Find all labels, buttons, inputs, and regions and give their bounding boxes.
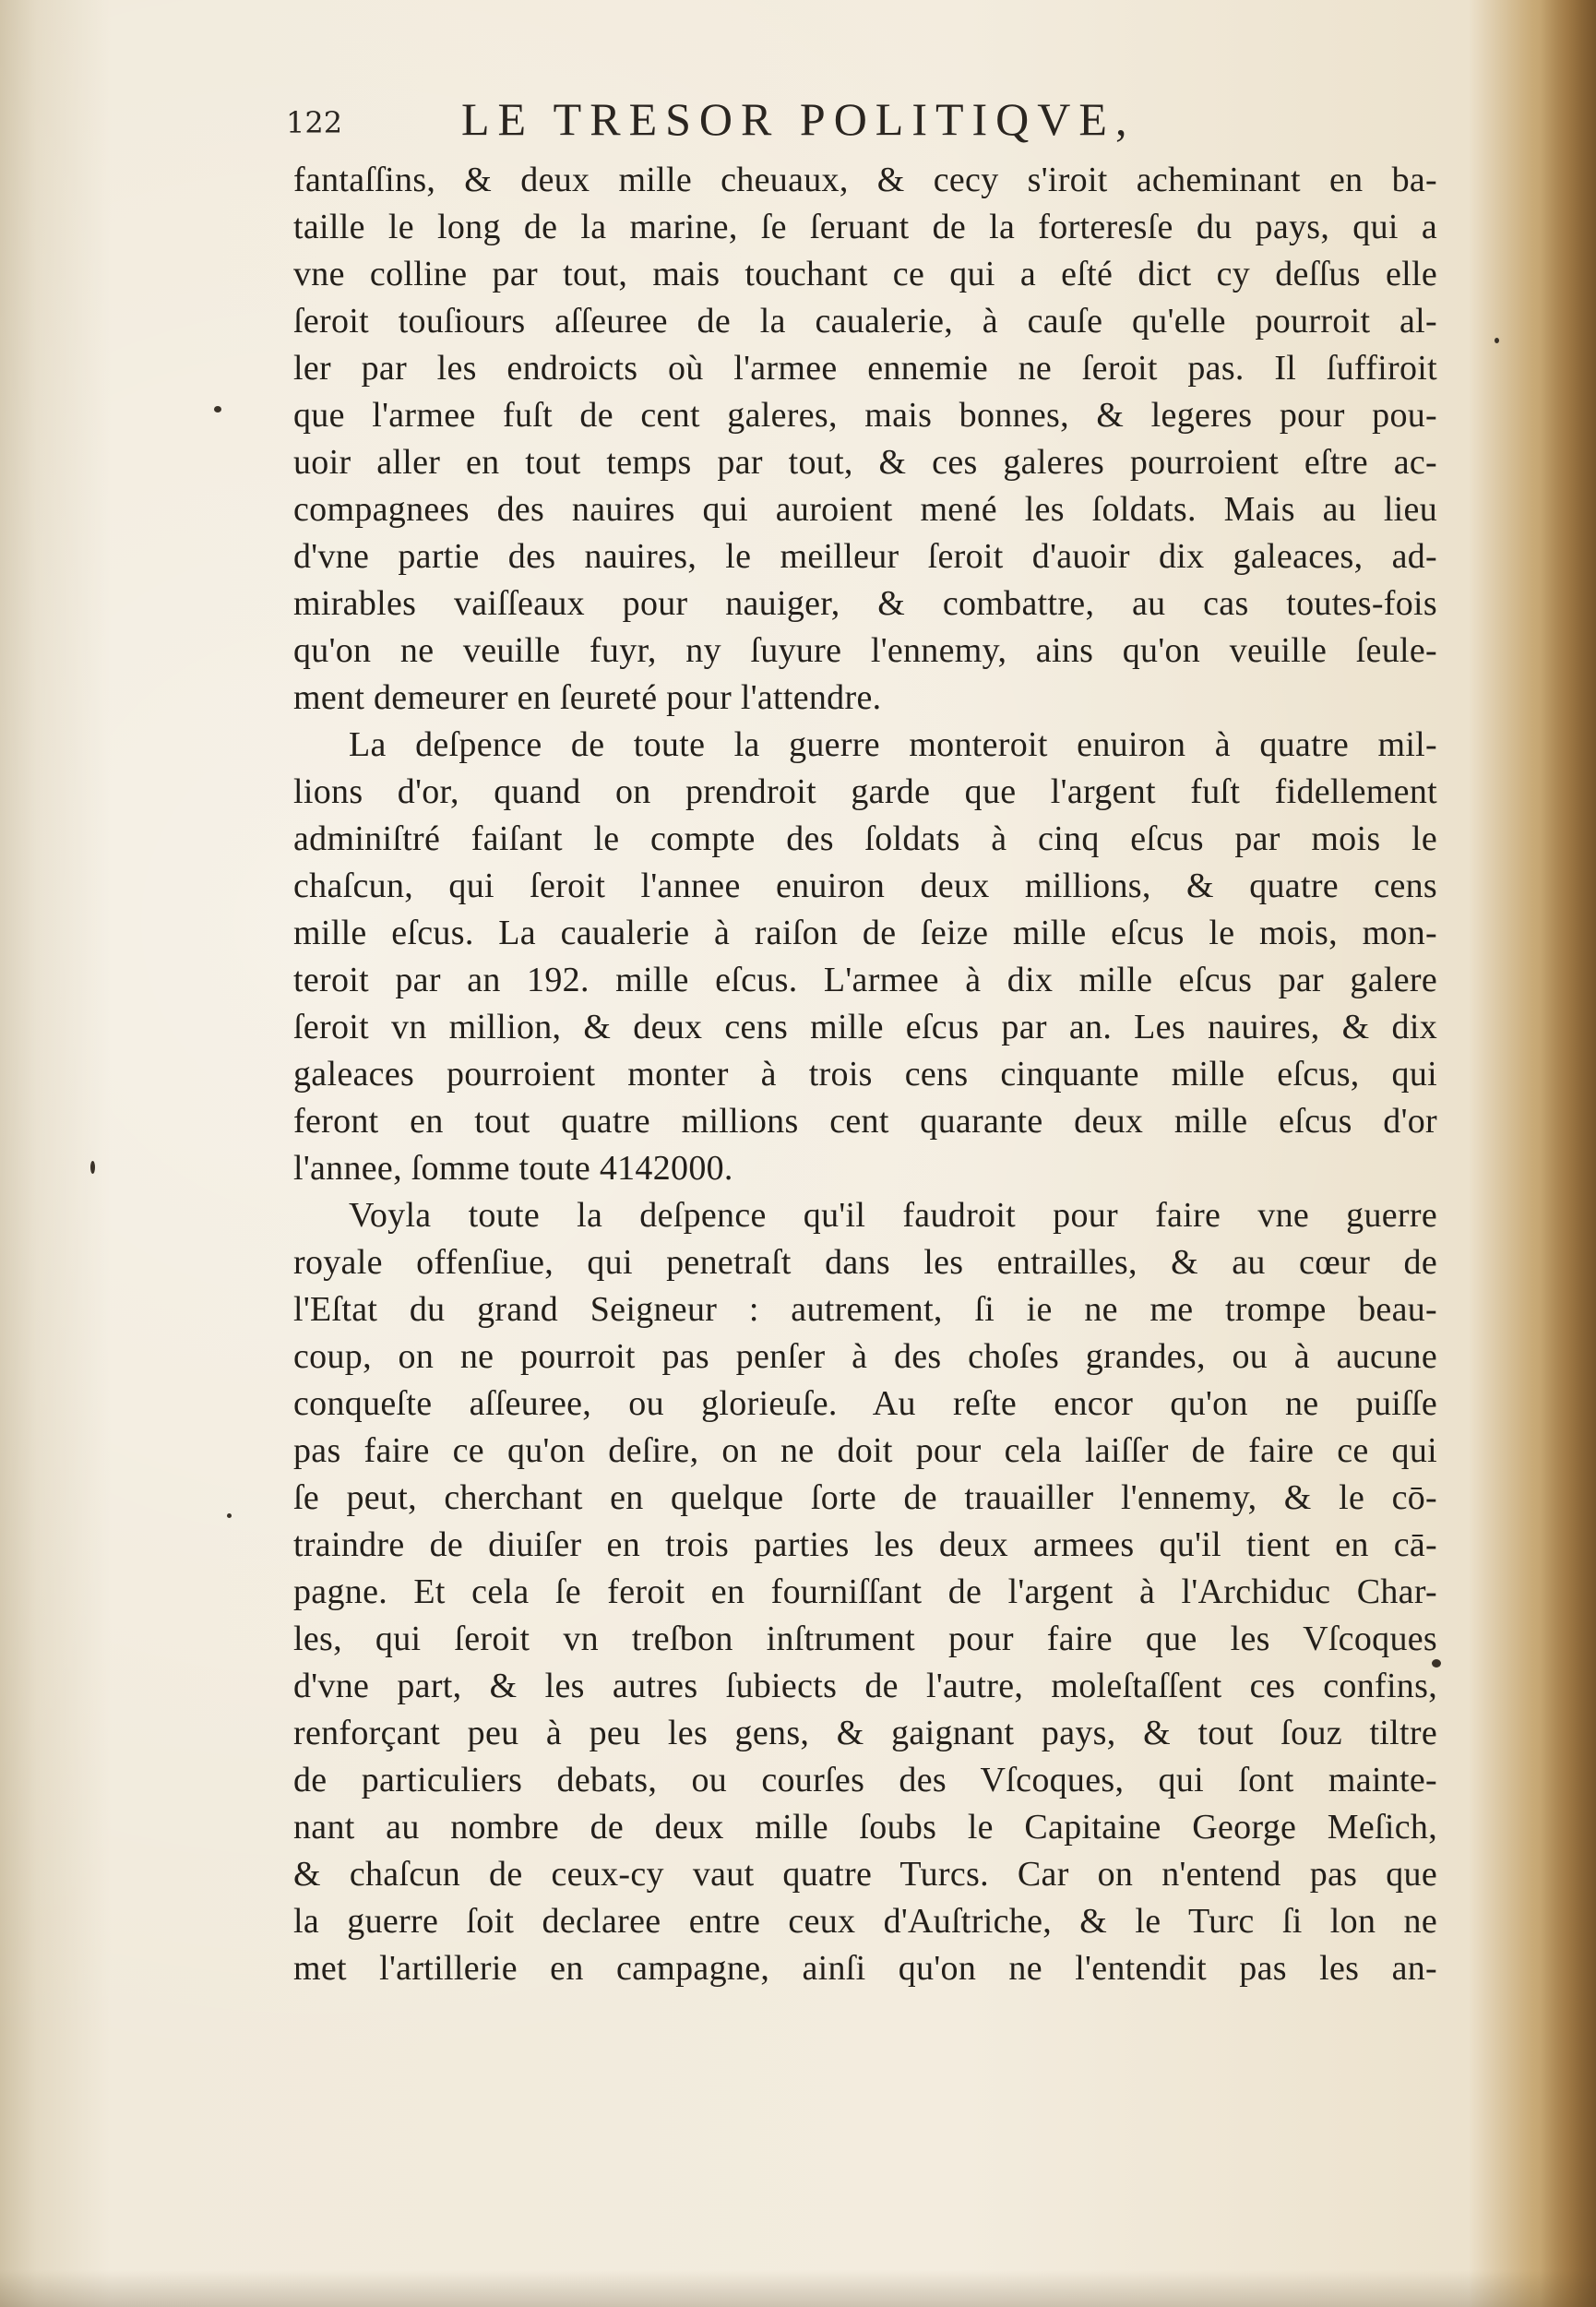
text-line: ment demeurer en ſeureté pour l'attendre.: [293, 678, 882, 717]
text-line: compagnees des nauires qui auroient mené les ſoldats. Mais au lieu: [293, 490, 1437, 529]
text-line: que l'armee fuſt de cent galeres, mais bonnes, & legeres pour pou-: [293, 396, 1437, 435]
ink-speck: [227, 1513, 232, 1518]
text-line: coup, on ne pourroit pas penſer à des choſes grandes, ou à aucune: [293, 1337, 1437, 1376]
text-line: ler par les endroicts où l'armee ennemie ne ſeroit pas. Il ſuffiroit: [293, 349, 1437, 388]
text-line: uoir aller en tout temps par tout, & ces galeres pourroient eſtre ac-: [293, 443, 1437, 482]
text-line: nant au nombre de deux mille ſoubs le Capitaine George Meſich,: [293, 1808, 1437, 1847]
text-line: renforçant peu à peu les gens, & gaignant pays, & tout ſouz tiltre: [293, 1714, 1437, 1752]
text-line: vne colline par tout, mais touchant ce qui a eſté dict cy deſſus elle: [293, 255, 1437, 293]
body-text: [293, 157, 1437, 1992]
text-line: qu'on ne veuille fuyr, ny ſuyure l'ennemy, ains qu'on veuille ſeule-: [293, 631, 1437, 670]
text-line: La deſpence de toute la guerre monteroit enuiron à quatre mil-: [349, 725, 1437, 764]
text-line: les, qui ſeroit vn treſbon inſtrument pour faire que les Vſcoques: [293, 1620, 1437, 1658]
text-line: mirables vaiſſeaux pour nauiger, & combattre, au cas toutes-fois: [293, 584, 1437, 623]
text-line: l'annee, ſomme toute 4142000.: [293, 1149, 733, 1188]
text-line: teroit par an 192. mille eſcus. L'armee à dix mille eſcus par galere: [293, 961, 1437, 999]
text-line: & chaſcun de ceux-cy vaut quatre Turcs. Car on n'entend pas que: [293, 1855, 1437, 1894]
page-edge-shadow: [1541, 0, 1596, 2307]
text-line: de particuliers debats, ou courſes des Vſcoques, qui ſont mainte-: [293, 1761, 1437, 1799]
page-header: [286, 92, 1282, 148]
text-line: mille eſcus. La caualerie à raiſon de ſeize mille eſcus le mois, mon-: [293, 914, 1437, 952]
text-line: d'vne partie des nauires, le meilleur ſeroit d'auoir dix galeaces, ad-: [293, 537, 1437, 576]
text-line: taille le long de la marine, ſe ſeruant de la forteresſe du pays, qui a: [293, 208, 1437, 246]
page-bottom-shadow: [0, 2270, 1596, 2307]
text-line: adminiſtré faiſant le compte des ſoldats à cinq eſcus par mois le: [293, 819, 1437, 858]
running-title: LE TRESOR POLITIQVE,: [461, 93, 1136, 145]
text-line: ſeroit touſiours aſſeuree de la caualerie, à cauſe qu'elle pourroit al-: [293, 302, 1437, 341]
text-line: chaſcun, qui ſeroit l'annee enuiron deux millions, & quatre cens: [293, 867, 1437, 905]
text-line: traindre de diuiſer en trois parties les deux armees qu'il tient en cā-: [293, 1525, 1437, 1564]
text-line: l'Eſtat du grand Seigneur : autrement, ſi ie ne me trompe beau-: [293, 1290, 1437, 1329]
text-line: royale offenſiue, qui penetraſt dans les entrailles, & au cœur de: [293, 1243, 1437, 1282]
text-line: d'vne part, & les autres ſubiects de l'autre, moleſtaſſent ces confins,: [293, 1667, 1437, 1705]
text-line: pas faire ce qu'on deſire, on ne doit pour cela laiſſer de faire ce qui: [293, 1431, 1437, 1470]
text-line: met l'artillerie en campagne, ainſi qu'on ne l'entendit pas les an-: [293, 1949, 1437, 1988]
page-number: 122: [286, 105, 343, 140]
text-line: lions d'or, quand on prendroit garde que l'argent fuſt fidellement: [293, 772, 1437, 811]
text-line: galeaces pourroient monter à trois cens cinquante mille eſcus, qui: [293, 1055, 1437, 1094]
text-line: fantaſſins, & deux mille cheuaux, & cecy s'iroit acheminant en ba-: [293, 161, 1437, 199]
text-line: la guerre ſoit declaree entre ceux d'Auſtriche, & le Turc ſi lon ne: [293, 1902, 1437, 1941]
text-line: pagne. Et cela ſe feroit en fourniſſant de l'argent à l'Archiduc Char-: [293, 1572, 1437, 1611]
text-line: feront en tout quatre millions cent quarante deux mille eſcus d'or: [293, 1102, 1437, 1141]
text-line: Voyla toute la deſpence qu'il faudroit pour faire vne guerre: [349, 1196, 1437, 1235]
text-line: ſe peut, cherchant en quelque ſorte de trauailler l'ennemy, & le cō-: [293, 1478, 1437, 1517]
text-line: conqueſte aſſeuree, ou glorieuſe. Au reſte encor qu'on ne puiſſe: [293, 1384, 1437, 1423]
ink-speck: [214, 406, 221, 412]
ink-speck: [90, 1161, 95, 1174]
ink-speck: [1495, 338, 1499, 343]
text-line: ſeroit vn million, & deux cens mille eſcus par an. Les nauires, & dix: [293, 1008, 1437, 1046]
